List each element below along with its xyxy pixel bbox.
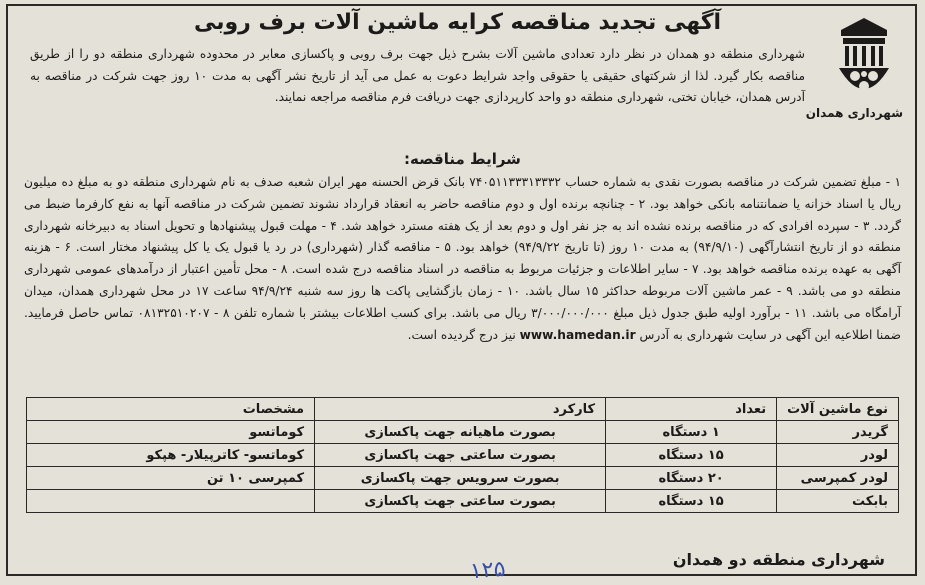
table-row [27, 490, 899, 513]
signature: شهرداری منطقه دو همدان [672, 550, 885, 569]
machinery-table [26, 397, 899, 513]
cell-type: بابکت [777, 490, 899, 513]
cell-spec: کوماتسو [27, 421, 315, 444]
logo [805, 14, 903, 126]
header-type: نوع ماشین آلات [777, 398, 899, 421]
cell-count: ۱۵ دستگاه [606, 490, 777, 513]
conditions-text: ۱ - مبلغ تضمین شرکت در مناقصه بصورت نقدی به شماره حساب ۷۴۰۵۱۱۳۳۳۱۳۳۳۲ بانک قرض الحسنه مهر ایران شعبه صدف به نام شهرداری منطقه دو به مبلغ ده میلیون ریال یا اسناد خزانه یا ضمانتنامه بانکی خواهد بود. ۲ - چنانچه برنده اول و دوم مناقصه حاضر به انعقاد قرارداد نشوند تضمین شرکت در مناقصه آنها به نفع کارفرما ضبط می گردد. ۳ - سپرده افرادی که در مناقصه برنده نشده اند به جز نفر اول و دوم بعد از یک هفته مسترد خواهد شد. ۴ - مهلت قبول پیشنهادها و تحویل اسناد به دبیرخانه شهرداری منطقه دو از تاریخ انتشارآگهی (۹۴/۹/۱۰) به مدت ۱۰ روز (تا تاریخ ۹۴/۹/۲۲) خواهد بود. ۵ - مناقصه گذار (شهرداری) در رد یا قبول یک یا کل پیشنهاد مختار است. ۶ - هزینه آگهی به عهده برنده مناقصه خواهد بود. ۷ - سایر اطلاعات و جزئیات مربوط به مناقصه در اسناد مناقصه درج شده است. ۸ - محل تأمین اعتبار از درآمدهای عمومی شهرداری منطقه دو می باشد. ۹ - عمر ماشین آلات مربوطه حداکثر ۱۵ سال باشد. ۱۰ - زمان بازگشایی پاکت ها روز سه شنبه ۹۴/۹/۲۴ ساعت ۱۷ در محل شهرداری همدان، میدان آرامگاه می باشد. ۱۱ - برآورد اولیه طبق جدول ذیل مبلغ ۳/۰۰۰/۰۰۰/۰۰۰ ریال می باشد. برای کسب اطلاعات بیشتر با شماره تلفن ۸ - ۰۸۱۳۲۵۱۰۲۰۷ تماس حاصل فرمایید. ضمنا اطلاعیه این آگهی در سایت شهرداری به آدرس [24, 175, 902, 342]
cell-count: ۱ دستگاه [606, 421, 777, 444]
cell-count: ۱۵ دستگاه [606, 444, 777, 467]
header-count: تعداد [606, 398, 777, 421]
table-header-row [27, 398, 899, 421]
website-link[interactable]: www.hamedan.ir [519, 327, 636, 342]
cell-count: ۲۰ دستگاه [606, 467, 777, 490]
conditions-text-end: نیز درج گردیده است. [407, 327, 516, 342]
notice-title: آگهی تجدید مناقصه کرایه ماشین آلات برف روبی [193, 10, 722, 35]
table-row [27, 421, 899, 444]
municipality-emblem-icon [833, 14, 895, 104]
handwritten-note: ۱۲۵ [469, 556, 507, 585]
table-row [27, 444, 899, 467]
cell-spec: کوماتسو- کاترپیلار- هپکو [27, 444, 315, 467]
cell-usage: بصورت ماهیانه جهت پاکسازی [315, 421, 606, 444]
header-usage: کارکرد [315, 398, 606, 421]
logo-caption: شهرداری همدان [805, 106, 903, 120]
conditions-title: شرایط مناقصه: [404, 150, 521, 168]
cell-type: گریدر [777, 421, 899, 444]
cell-usage: بصورت ساعتی جهت پاکسازی [315, 490, 606, 513]
cell-type: لودر کمپرسی [777, 467, 899, 490]
intro-paragraph: شهرداری منطقه دو همدان در نظر دارد تعدادی ماشین آلات بشرح ذیل جهت برف روبی و پاکسازی معابر در محدوده شهرداری منطقه دو را از طریق مناقصه بکار گیرد. لذا از شرکتهای حقیقی یا حقوقی واجد شرایط دعوت به عمل می آید از تاریخ نشر آگهی به مدت ۱۰ روز جهت شرکت در مناقصه به آدرس همدان، خیابان تختی، شهرداری منطقه دو واحد کارپردازی جهت دریافت فرم مناقصه مراجعه نمایند. [30, 47, 806, 104]
cell-usage: بصورت ساعتی جهت پاکسازی [315, 444, 606, 467]
cell-type: لودر [777, 444, 899, 467]
cell-usage: بصورت سرویس جهت پاکسازی [315, 467, 606, 490]
cell-spec: کمپرسی ۱۰ تن [27, 467, 315, 490]
conditions-body [24, 172, 901, 346]
cell-spec [27, 490, 315, 513]
header-spec: مشخصات [27, 398, 315, 421]
table-row [27, 467, 899, 490]
